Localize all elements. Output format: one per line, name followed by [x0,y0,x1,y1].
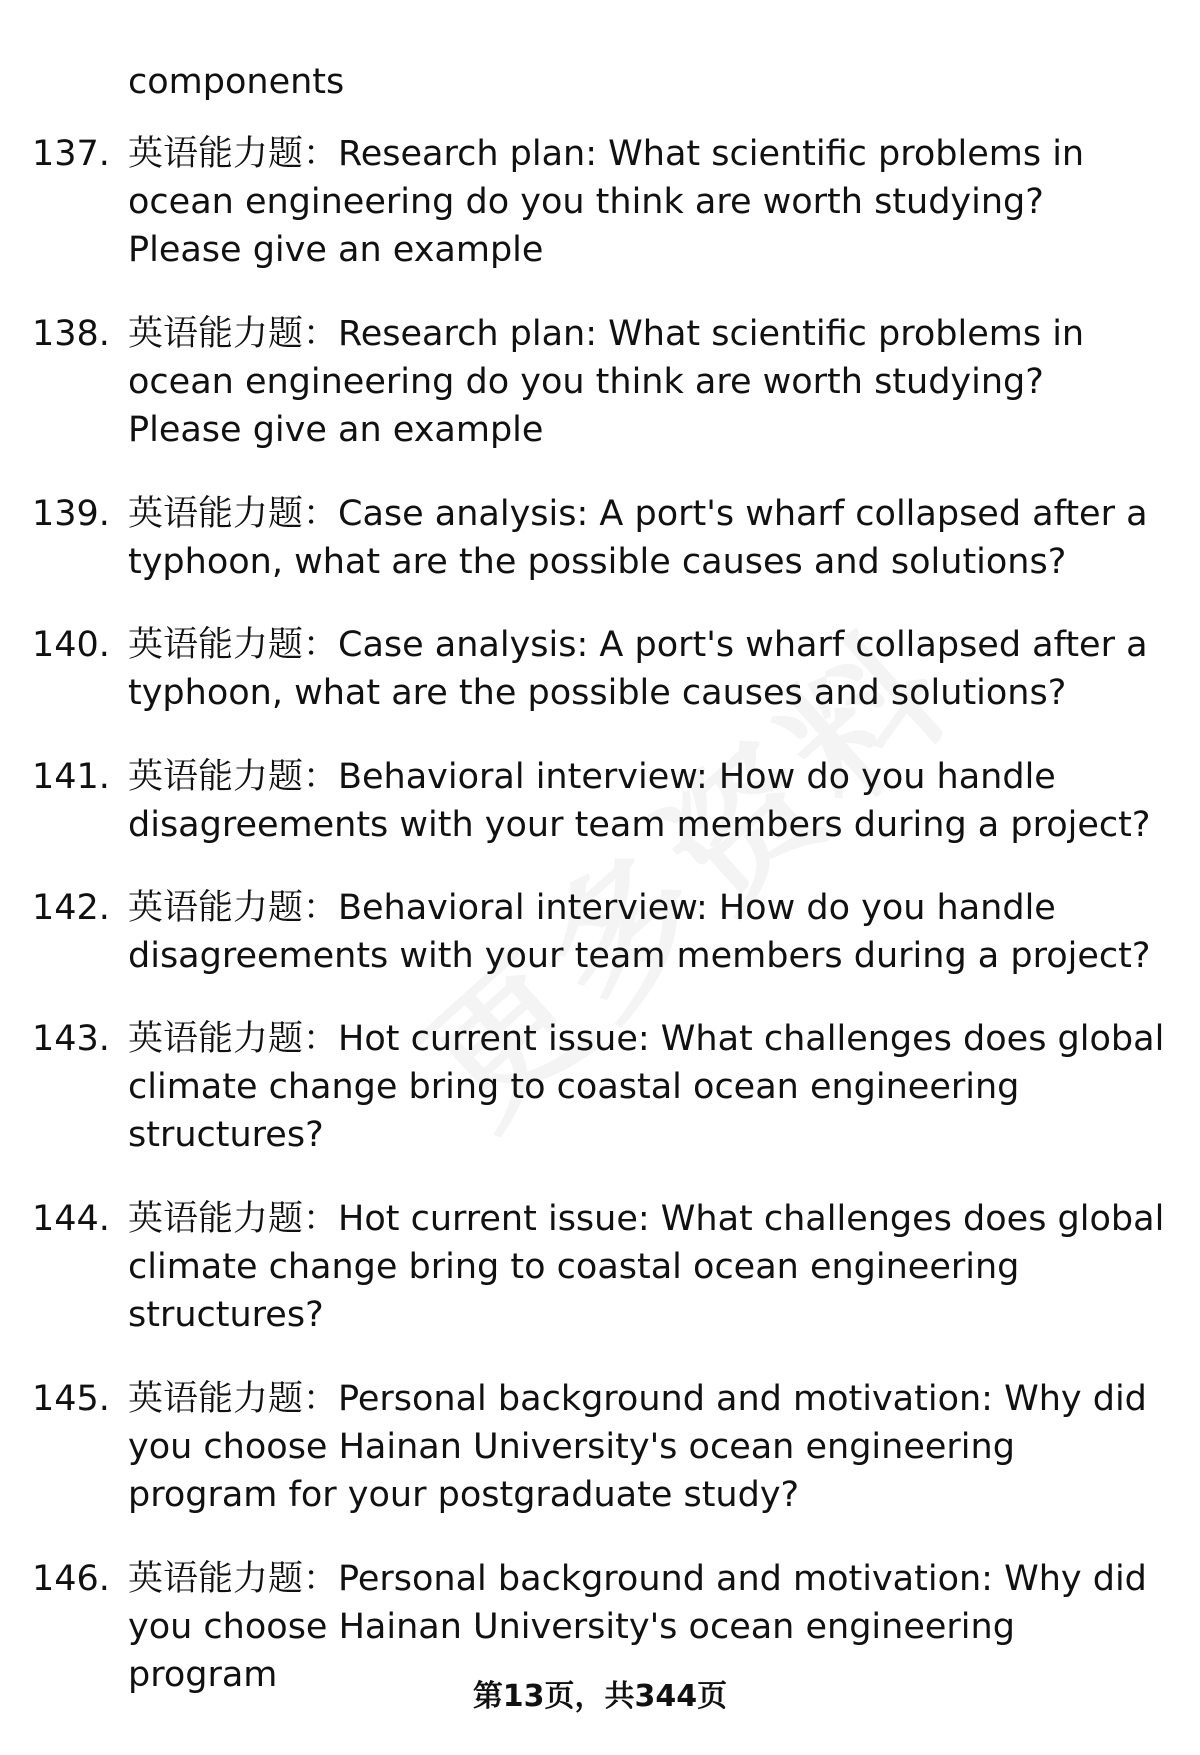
question-number: 144. [32,1199,110,1239]
question-number: 139. [32,494,110,534]
question-text: 英语能力题：Case analysis: A port's wharf collapsed after a typhoon, what are the possible causes and solutions? [128,494,1148,582]
question-text: 英语能力题：Research plan: What scientific problems in ocean engineering do you think are worth studying? Please give an example [128,134,1085,270]
question-text: 英语能力题：Personal background and motivation: Why did you choose Hainan University's ocean engineering program for your postgraduate study? [128,1379,1147,1515]
question-text: 英语能力题：Behavioral interview: How do you handle disagreements with your team members during a project? [128,757,1151,845]
question-number: 145. [32,1379,110,1419]
question-number: 137. [32,134,110,174]
question-number: 146. [32,1559,110,1599]
question-text: 英语能力题：Research plan: What scientific problems in ocean engineering do you think are worth studying? Please give an example [128,314,1085,450]
question-text: 英语能力题：Hot current issue: What challenges does global climate change bring to coastal ocean engineering structures? [128,1019,1165,1155]
question-text: 英语能力题：Case analysis: A port's wharf collapsed after a typhoon, what are the possible causes and solutions? [128,625,1148,713]
question-text: 英语能力题：Personal background and motivation: Why did you choose Hainan University's ocean engineering program [128,1559,1147,1695]
continued-text: components [128,62,345,102]
page-number-footer: 第13页，共344页 [472,1679,728,1714]
question-number: 141. [32,757,110,797]
question-number: 142. [32,888,110,928]
question-number: 138. [32,314,110,354]
question-number: 140. [32,625,110,665]
question-text: 英语能力题：Hot current issue: What challenges does global climate change bring to coastal ocean engineering structures? [128,1199,1165,1335]
question-text: 英语能力题：Behavioral interview: How do you handle disagreements with your team members during a project? [128,888,1151,976]
question-number: 143. [32,1019,110,1059]
